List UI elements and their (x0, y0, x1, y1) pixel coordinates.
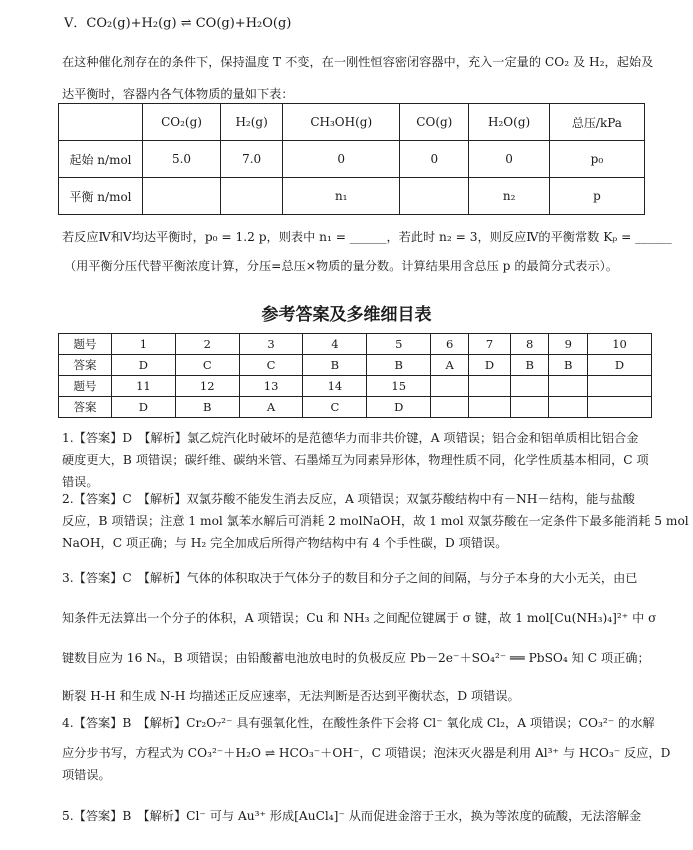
equilibrium-table (58, 103, 645, 215)
explanation-line: 4.【答案】B 【解析】Cr₂O₇²⁻ 具有强氧化性，在酸性条件下会将 Cl⁻ 氧化成 Cl₂，A 项错误；CO₃²⁻ 的水解 (62, 716, 655, 730)
line-spacer (62, 629, 648, 647)
table-cell (59, 104, 143, 141)
table-cell: 总压/kPa (549, 104, 644, 141)
table-cell (588, 397, 652, 418)
explanation-5 (62, 805, 648, 827)
explanation-line: 3.【答案】C 【解析】气体的体积取决于气体分子的数目和分子之间的间隔，与分子本身的大小无关，由已 (62, 571, 638, 585)
table-cell: p₀ (549, 141, 644, 178)
note-line: （用平衡分压代替平衡浓度计算，分压=总压×物质的量分数。计算结果用含总压 p 的最简分式表示）。 (64, 259, 618, 273)
table-cell: B (367, 355, 431, 376)
table-cell (549, 376, 588, 397)
table-row (59, 376, 652, 397)
table-cell: 平衡 n/mol (59, 178, 143, 215)
line-spacer (62, 589, 648, 607)
table-cell (221, 178, 283, 215)
table-cell: 12 (175, 376, 239, 397)
table-cell (588, 376, 652, 397)
explanation-line: NaOH，C 项正确；与 H₂ 完全加成后所得产物结构中有 4 个手性碳，D 项错误。 (62, 536, 508, 550)
reaction-equation: V．CO₂(g)+H₂(g) ⇌ CO(g)+H₂O(g) (64, 16, 292, 31)
table-cell: C (303, 397, 367, 418)
table-cell: 6 (431, 334, 469, 355)
table-row (59, 397, 652, 418)
table-row (59, 104, 645, 141)
explanation-3-end (62, 685, 648, 707)
intro-line-2: 达平衡时，容器内各气体物质的量如下表： (62, 87, 294, 101)
table-cell: 7.0 (221, 141, 283, 178)
intro-line-1: 在这种催化剂存在的条件下，保持温度 T 不变，在一刚性恒容密闭容器中，充入一定量的 CO₂ 及 H₂，起始及 (62, 55, 654, 69)
answer-table (58, 333, 652, 418)
table-cell: 3 (239, 334, 303, 355)
table-cell: B (175, 397, 239, 418)
table-cell: D (112, 355, 176, 376)
table-cell: D (588, 355, 652, 376)
table-cell: C (175, 355, 239, 376)
table-cell: 10 (588, 334, 652, 355)
explanation-line: 项错误。 (62, 768, 111, 782)
table-row (59, 178, 645, 215)
table-cell: 14 (303, 376, 367, 397)
explanation-line: 断裂 H-H 和生成 N-H 均描述正反应速率，无法判断是否达到平衡状态，D 项错误。 (62, 689, 520, 703)
table-cell: 起始 n/mol (59, 141, 143, 178)
table-cell (431, 397, 469, 418)
table-cell: 9 (549, 334, 588, 355)
explanation-line: 2.【答案】C 【解析】双氯芬酸不能发生消去反应，A 项错误；双氯芬酸结构中有－NH－结构，能与盐酸 (62, 492, 635, 506)
table-cell: D (112, 397, 176, 418)
table-cell: 2 (175, 334, 239, 355)
table-cell: 8 (510, 334, 549, 355)
table-cell: D (469, 355, 511, 376)
table-cell: D (367, 397, 431, 418)
table-cell: 5 (367, 334, 431, 355)
table-cell: 11 (112, 376, 176, 397)
table-cell: 题号 (59, 376, 112, 397)
table-cell: CO(g) (400, 104, 469, 141)
table-cell: H₂(g) (221, 104, 283, 141)
explanation-line: 知条件无法算出一个分子的体积，A 项错误；Cu 和 NH₃ 之间配位键属于 σ 键，故 1 mol[Cu(NH₃)₄]²⁺ 中 σ (62, 611, 657, 625)
explanation-line: 键数目应为 16 Nₐ，B 项错误；由铅酸蓄电池放电时的负极反应 Pb－2e⁻＋SO₄²⁻ ══ PbSO₄ 知 C 项正确； (62, 651, 650, 665)
table-cell (143, 178, 221, 215)
table-cell (469, 376, 511, 397)
table-cell: 5.0 (143, 141, 221, 178)
table-row (59, 355, 652, 376)
table-cell: 15 (367, 376, 431, 397)
answer-section-title: 参考答案及多维细目表 (261, 305, 432, 325)
table-cell (431, 376, 469, 397)
table-cell (400, 178, 469, 215)
table-cell: CO₂(g) (143, 104, 221, 141)
table-cell: 1 (112, 334, 176, 355)
table-cell: B (510, 355, 549, 376)
explanation-line: 错误。 (62, 475, 99, 489)
table-cell (510, 397, 549, 418)
question-line: 若反应Ⅳ和Ⅴ均达平衡时，p₀ = 1.2 p，则表中 n₁ = ______，若此时 n₂ = 3，则反应Ⅳ的平衡常数 Kₚ = ______ (62, 230, 672, 244)
table-cell: 13 (239, 376, 303, 397)
table-cell: 0 (469, 141, 549, 178)
table-cell: 答案 (59, 397, 112, 418)
table-cell: A (239, 397, 303, 418)
table-cell: 0 (283, 141, 400, 178)
table-cell (510, 376, 549, 397)
table-cell: B (549, 355, 588, 376)
table-row (59, 141, 645, 178)
table-cell: p (549, 178, 644, 215)
explanation-1 (62, 427, 648, 493)
table-cell: 题号 (59, 334, 112, 355)
explanation-2 (62, 488, 689, 554)
explanation-line: 5.【答案】B 【解析】Cl⁻ 可与 Au³⁺ 形成[AuCl₄]⁻ 从而促进金溶于王水，换为等浓度的硫酸，无法溶解金 (62, 809, 642, 823)
table-cell (549, 397, 588, 418)
table-cell: B (303, 355, 367, 376)
table-cell: 答案 (59, 355, 112, 376)
table-cell: 4 (303, 334, 367, 355)
explanation-4 (62, 712, 671, 786)
explanation-line: 硬度更大，B 项错误；碳纤维、碳纳米管、石墨烯互为同素异形体，物理性质不同，化学性质基本相同，C 项 (62, 453, 649, 467)
table-cell: H₂O(g) (469, 104, 549, 141)
table-cell: C (239, 355, 303, 376)
table-cell: n₁ (283, 178, 400, 215)
table-cell: n₂ (469, 178, 549, 215)
explanation-line: 应分步书写，方程式为 CO₃²⁻＋H₂O ⇌ HCO₃⁻＋OH⁻，C 项错误；泡沫灭火器是利用 Al³⁺ 与 HCO₃⁻ 反应，D (62, 746, 671, 760)
explanation-3 (62, 567, 657, 687)
explanation-line: 反应，B 项错误；注意 1 mol 氯苯水解后可消耗 2 molNaOH，故 1 mol 双氯芬酸在一定条件下最多能消耗 5 mol (62, 514, 689, 528)
table-cell: 7 (469, 334, 511, 355)
table-cell: 0 (400, 141, 469, 178)
table-cell (469, 397, 511, 418)
table-row (59, 334, 652, 355)
table-cell: A (431, 355, 469, 376)
table-cell: CH₃OH(g) (283, 104, 400, 141)
explanation-line: 1.【答案】D 【解析】氯乙烷汽化时破坏的是范德华力而非共价键，A 项错误；铝合金和铝单质相比铝合金 (62, 431, 639, 445)
